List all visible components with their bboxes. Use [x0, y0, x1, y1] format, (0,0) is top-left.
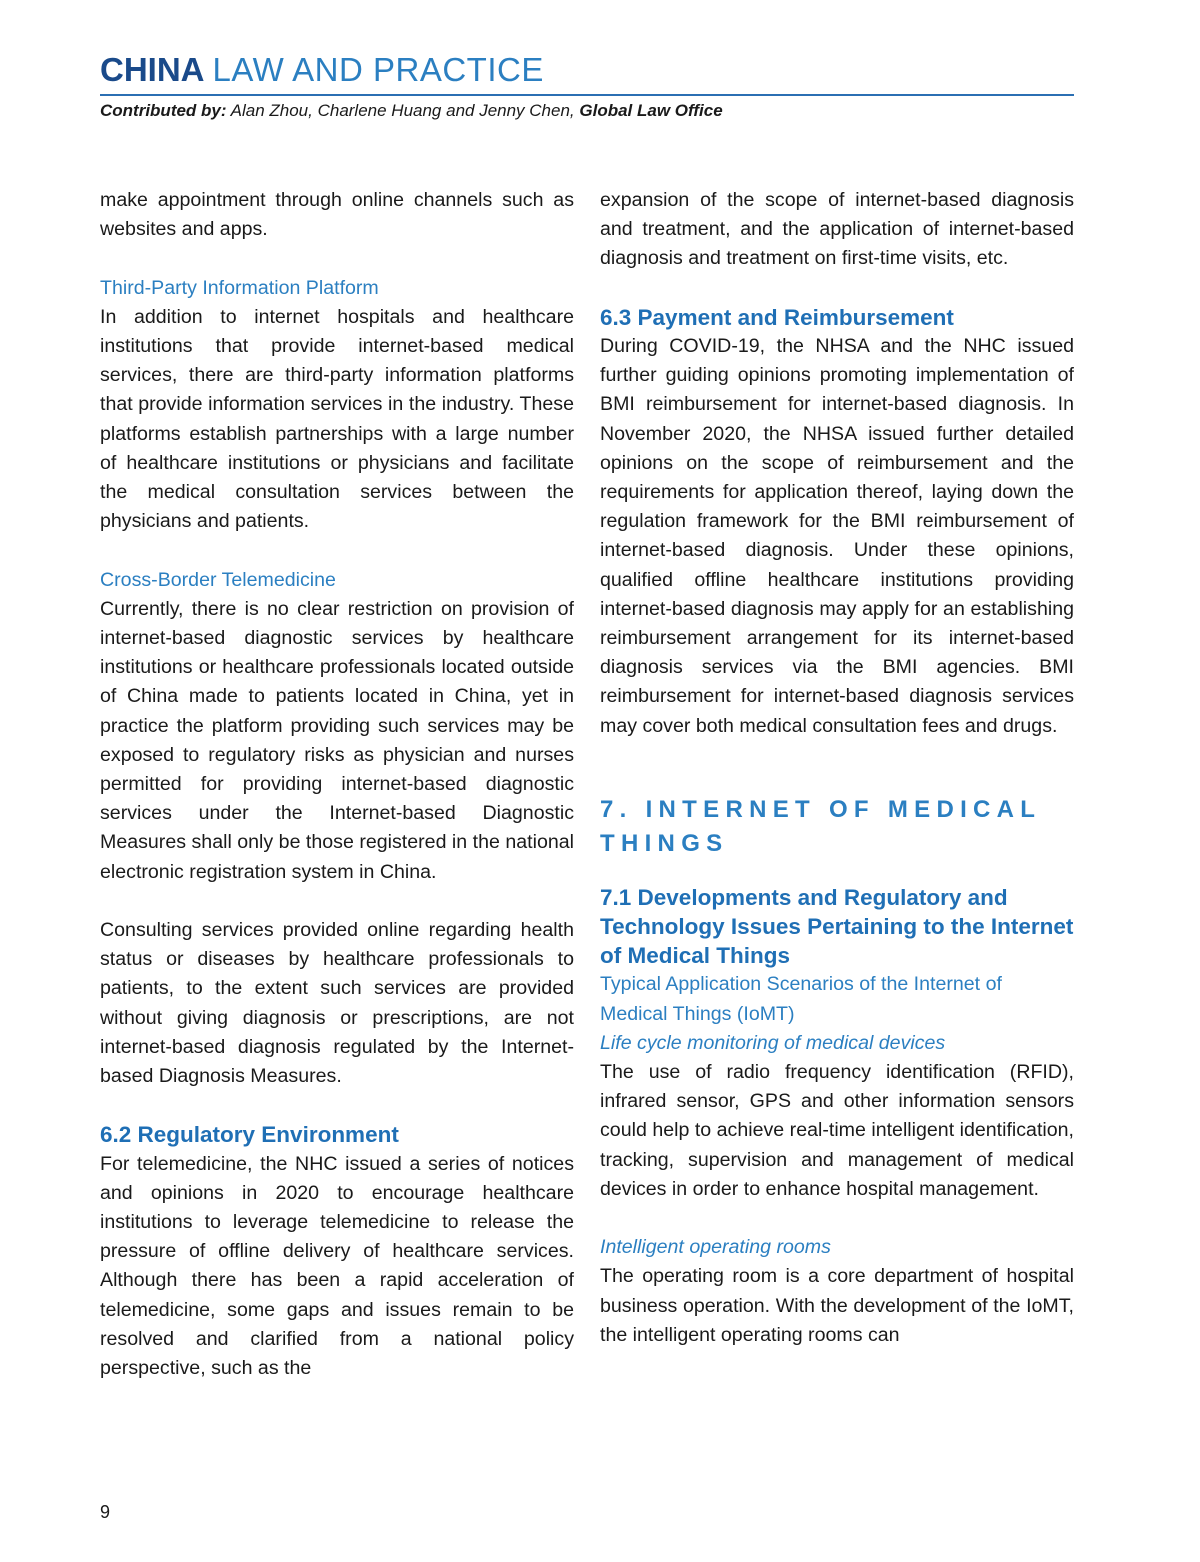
header-divider — [100, 94, 1074, 96]
publication-title — [100, 50, 1074, 90]
paragraph-consulting: Consulting services provided online regarding health status or diseases by healthcare professionals to patients, to the extent such services are provided without giving diagnosis or prescriptions, are not internet-based diagnosis regulated by the Internet-based Diagnosis Measures. — [100, 919, 574, 1088]
paragraph-third-party: In addition to internet hospitals and healthcare institutions that provide internet-based medical services, there are third-party information platforms that provide information services in the industry. These platforms establish partnerships with a large number of healthcare institutions or physicians and facilitate the medical consultation services between the physicians and patients. — [100, 305, 574, 533]
contributors-line — [100, 98, 1074, 124]
brand-law-and-practice: LAW AND PRACTICE — [212, 51, 544, 88]
paragraph-6-3: During COVID-19, the NHSA and the NHC issued further guiding opinions promoting implementation of BMI reimbursement for internet-based diagnosis. In November 2020, the NHSA issued further detailed opinions on the scope of reimbursement and the requirements for application thereof, laying down the regulation framework for the BMI reimbursement of internet-based diagnosis. Under these opinions, qualified offline healthcare institutions providing internet-based diagnosis may apply for an establishing reimbursement arrangement for its internet-based diagnosis services via the BMI agencies. BMI reimbursement for internet-based diagnosis services may cover both medical consultation fees and drugs. — [600, 335, 1074, 737]
heading-7-1: 7.1 Developments and Regulatory and Technology Issues Pertaining to the Internet of Medical Things — [600, 884, 1074, 969]
paragraph-6-2: For telemedicine, the NHC issued a series of notices and opinions in 2020 to encourage healthcare institutions to leverage telemedicine to release the pressure of offline delivery of healthcare services. Although there has been a rapid acceleration of telemedicine, some gaps and issues remain to be resolved and clarified from a national policy perspective, such as the — [100, 1152, 574, 1380]
page-number: 9 — [100, 1502, 111, 1522]
paragraph-operating-rooms: The operating room is a core department of hospital business operation. With the development of the IoMT, the intelligent operating rooms can — [600, 1265, 1074, 1346]
subheading-third-party: Third-Party Information Platform — [100, 276, 379, 299]
brand-china: CHINA — [100, 51, 205, 88]
page-header — [100, 50, 1074, 124]
paragraph-life-cycle: The use of radio frequency identification (RFID), infrared sensor, GPS and other information sensors could help to achieve real-time intelligent identification, tracking, supervision and management of medical devices in order to enhance hospital management. — [600, 1061, 1074, 1200]
heading-6-3: 6.3 Payment and Reimbursement — [600, 304, 954, 330]
subheading-typical-scenarios: Typical Application Scenarios of the Internet of Medical Things (IoMT) — [600, 973, 1002, 1025]
firm-name: Global Law Office — [579, 101, 723, 120]
contributor-names: Alan Zhou, Charlene Huang and Jenny Chen, — [226, 101, 580, 120]
subheading-operating-rooms: Intelligent operating rooms — [600, 1236, 831, 1259]
paragraph-continuation: expansion of the scope of internet-based diagnosis and treatment, and the application of internet-based diagnosis and treatment on first-time visits, etc. — [600, 189, 1074, 270]
paragraph-intro: make appointment through online channels such as websites and apps. — [100, 189, 574, 241]
heading-6-2: 6.2 Regulatory Environment — [100, 1122, 399, 1148]
subheading-cross-border: Cross-Border Telemedicine — [100, 568, 336, 591]
heading-section-7: 7. INTERNET OF MEDICAL THINGS — [600, 795, 1041, 857]
left-column — [100, 186, 574, 1383]
right-column — [600, 186, 1074, 1350]
paragraph-cross-border: Currently, there is no clear restriction on provision of internet-based diagnostic services by healthcare institutions or healthcare professionals located outside of China made to patients located in China, yet in practice the platform providing such services may be exposed to regulatory risks as physician and nurses permitted for providing internet-based diagnostic services under the Internet-based Diagnostic Measures shall only be those registered in the national electronic registration system in China. — [100, 597, 574, 883]
subheading-life-cycle: Life cycle monitoring of medical devices — [600, 1031, 946, 1054]
contributed-label: Contributed by: — [100, 101, 227, 120]
